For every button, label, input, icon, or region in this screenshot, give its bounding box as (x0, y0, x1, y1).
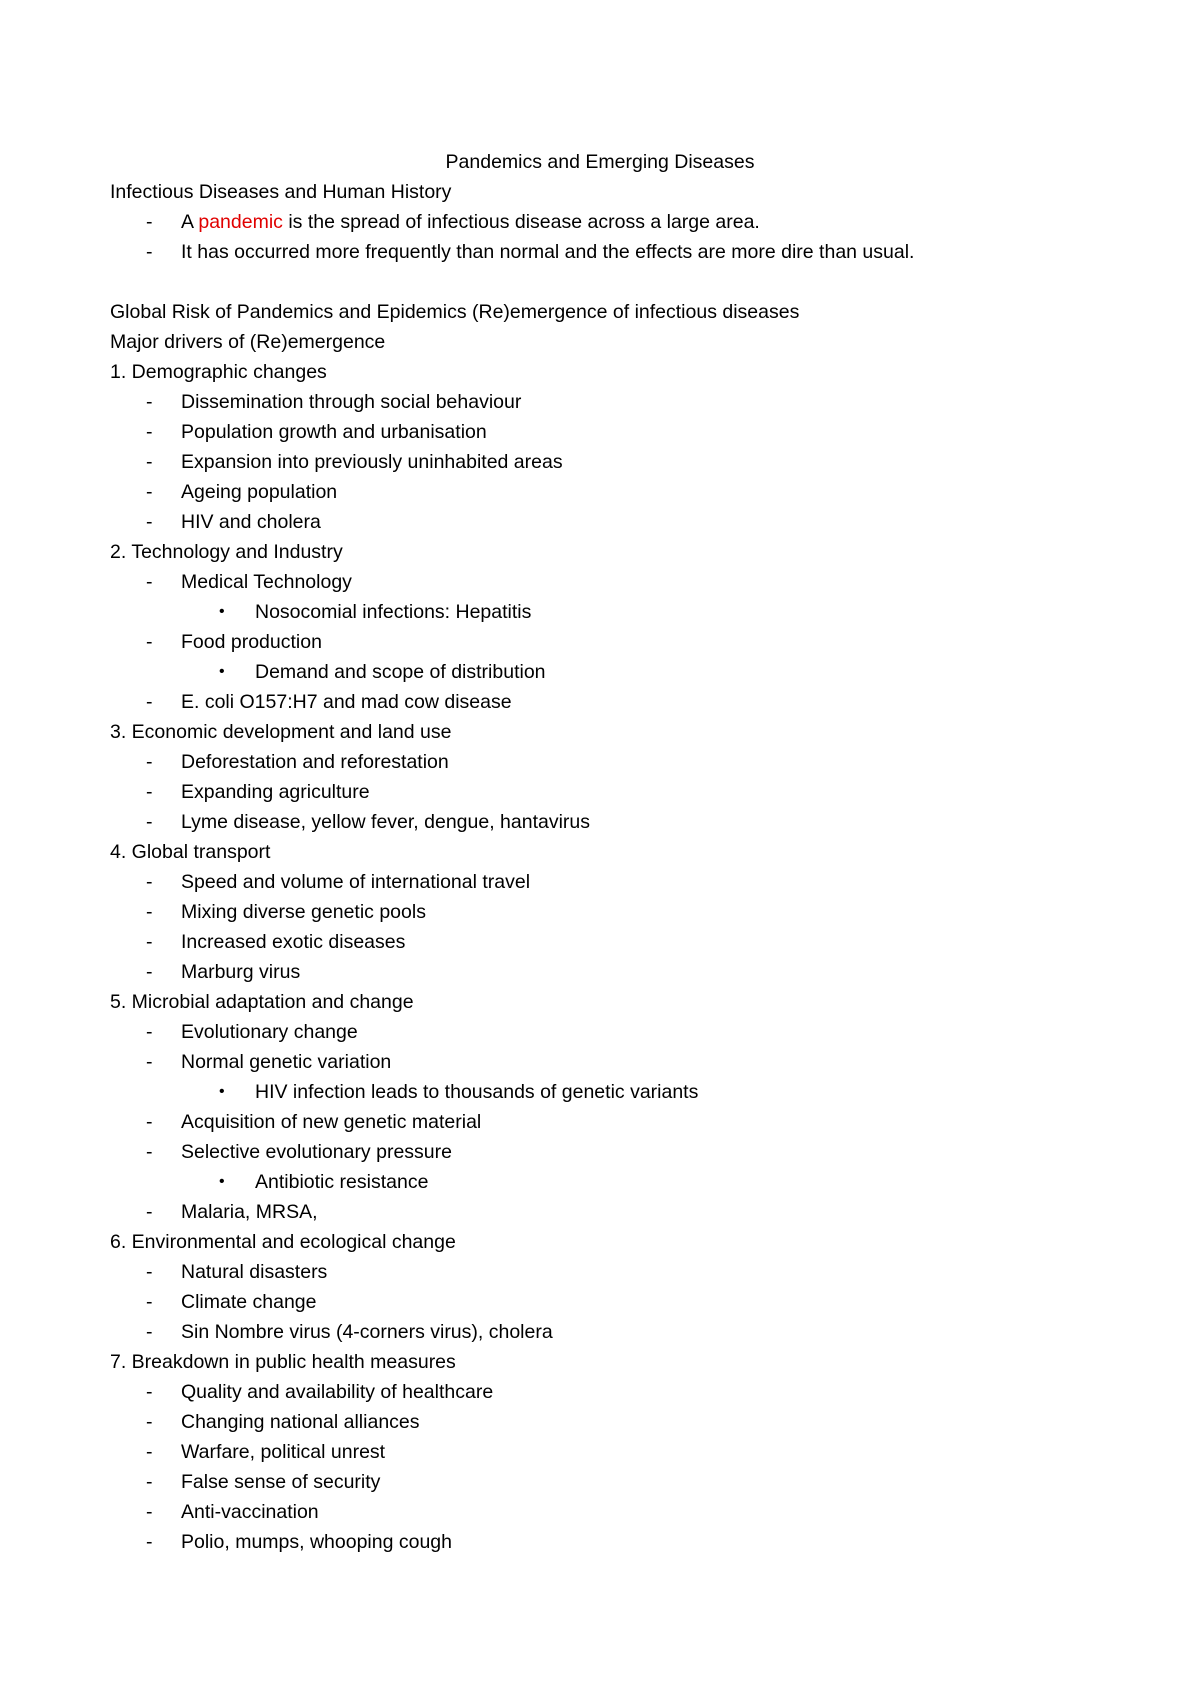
list-item: Ageing population (181, 481, 338, 503)
list-item: Medical Technology (181, 571, 352, 593)
dash-marker: - (146, 901, 153, 923)
sub-list-item: HIV infection leads to thousands of genetic variants (255, 1081, 699, 1103)
list-item: E. coli O157:H7 and mad cow disease (181, 691, 512, 713)
dash-marker: - (146, 511, 153, 533)
list-item: Speed and volume of international travel (181, 871, 531, 893)
list-item: Lyme disease, yellow fever, dengue, hantavirus (181, 811, 591, 833)
list-item: Quality and availability of healthcare (181, 1381, 494, 1403)
dash-marker: - (146, 1531, 153, 1553)
bullet-marker: • (219, 1083, 225, 1100)
list-item: Food production (181, 631, 322, 653)
bullet-marker: • (219, 603, 225, 620)
dash-marker: - (146, 811, 153, 833)
list-item: Population growth and urbanisation (181, 421, 487, 443)
section-heading-global-risk: Global Risk of Pandemics and Epidemics (Re)emergence of infectious diseases (110, 301, 800, 323)
highlighted-term-pandemic: pandemic (198, 211, 283, 233)
sub-list-item: Antibiotic resistance (255, 1171, 429, 1193)
list-item: Expansion into previously uninhabited areas (181, 451, 563, 473)
list-item: Increased exotic diseases (181, 931, 406, 953)
dash-marker: - (146, 961, 153, 983)
dash-marker: - (146, 871, 153, 893)
dash-marker: - (146, 421, 153, 443)
definition-prefix: A (181, 211, 199, 233)
dash-marker: - (146, 931, 153, 953)
list-item: Changing national alliances (181, 1411, 420, 1433)
list-item: HIV and cholera (181, 511, 321, 533)
dash-marker: - (146, 781, 153, 803)
dash-marker: - (146, 1201, 153, 1223)
list-item: Polio, mumps, whooping cough (181, 1531, 452, 1553)
dash-marker: - (146, 691, 153, 713)
list-item: Expanding agriculture (181, 781, 370, 803)
list-item: Normal genetic variation (181, 1051, 392, 1073)
numbered-heading: 1. Demographic changes (110, 361, 327, 383)
dash-marker: - (146, 571, 153, 593)
list-item: Deforestation and reforestation (181, 751, 449, 773)
sub-list-item: Nosocomial infections: Hepatitis (255, 601, 532, 623)
dash-marker: - (146, 1501, 153, 1523)
dash-marker: - (146, 1141, 153, 1163)
definition-text: is the spread of infectious disease across a large area. (282, 211, 760, 233)
dash-marker: - (146, 1411, 153, 1433)
dash-marker: - (146, 1441, 153, 1463)
bullet-marker: • (219, 663, 225, 680)
dash-marker: - (146, 1321, 153, 1343)
list-item: Mixing diverse genetic pools (181, 901, 426, 923)
list-item: Natural disasters (181, 1261, 328, 1283)
dash-marker: - (146, 1021, 153, 1043)
sub-list-item: Demand and scope of distribution (255, 661, 546, 683)
list-item: Anti-vaccination (181, 1501, 319, 1523)
numbered-heading: 4. Global transport (110, 841, 271, 863)
dash-marker: - (146, 1051, 153, 1073)
dash-marker: - (146, 751, 153, 773)
list-item: Sin Nombre virus (4-corners virus), cholera (181, 1321, 553, 1343)
dash-marker: - (146, 451, 153, 473)
list-item: Dissemination through social behaviour (181, 391, 522, 413)
list-item: Evolutionary change (181, 1021, 358, 1043)
pandemic-definition (181, 209, 760, 235)
frequency-note: It has occurred more frequently than normal and the effects are more dire than usual. (181, 241, 915, 263)
dash-marker: - (146, 1381, 153, 1403)
dash-marker: - (146, 631, 153, 653)
numbered-heading: 3. Economic development and land use (110, 721, 452, 743)
section-heading-history: Infectious Diseases and Human History (110, 181, 452, 203)
list-item: Climate change (181, 1291, 317, 1313)
dash-marker: - (146, 241, 153, 263)
dash-marker: - (146, 1471, 153, 1493)
dash-marker: - (146, 391, 153, 413)
list-item: Acquisition of new genetic material (181, 1111, 482, 1133)
list-item: Selective evolutionary pressure (181, 1141, 452, 1163)
numbered-heading: 2. Technology and Industry (110, 541, 343, 563)
list-item: Marburg virus (181, 961, 301, 983)
dash-marker: - (146, 1111, 153, 1133)
list-item: Malaria, MRSA, (181, 1201, 318, 1223)
list-item: False sense of security (181, 1471, 381, 1493)
dash-marker: - (146, 481, 153, 503)
section-subheading-drivers: Major drivers of (Re)emergence (110, 331, 386, 353)
dash-marker: - (146, 211, 153, 233)
list-item: Warfare, political unrest (181, 1441, 386, 1463)
dash-marker: - (146, 1291, 153, 1313)
numbered-heading: 5. Microbial adaptation and change (110, 991, 414, 1013)
document-title: Pandemics and Emerging Diseases (445, 151, 755, 173)
dash-marker: - (146, 1261, 153, 1283)
bullet-marker: • (219, 1173, 225, 1190)
numbered-heading: 7. Breakdown in public health measures (110, 1351, 456, 1373)
numbered-heading: 6. Environmental and ecological change (110, 1231, 456, 1253)
